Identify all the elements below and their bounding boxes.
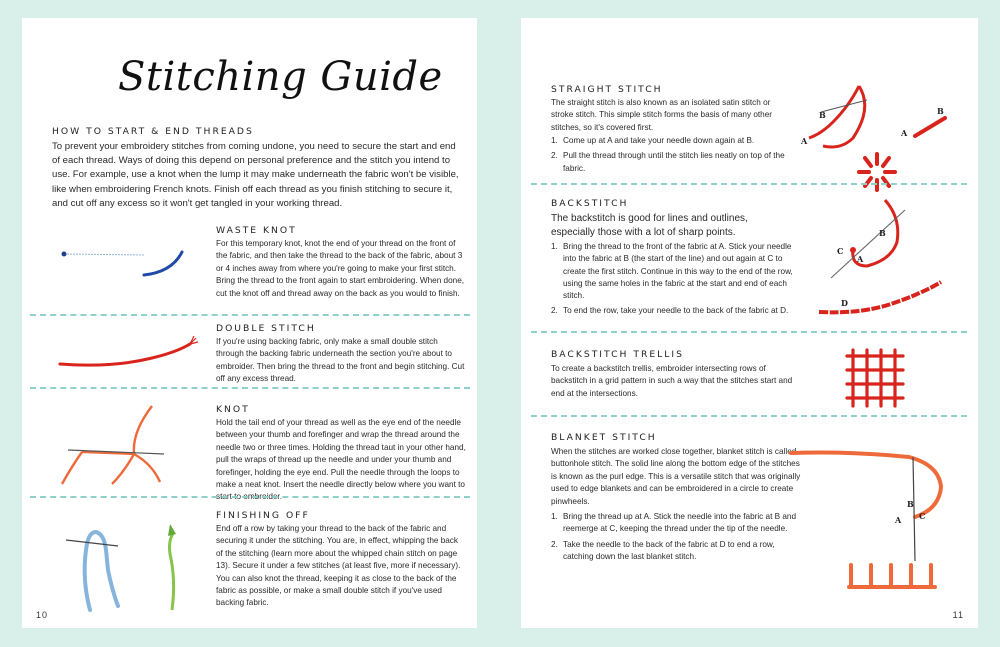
start-end-threads-text: To prevent your embroidery stitches from coming undone, you need to secure the start and end of each thread. Ways of doing this depend on personal preference and the stitch you intend to use. For example, use a knot when the lump it may make underneath the fabric won't be visible, like when embroidering French knots. Finish off each thread as you finish stitching to secure it, and cut off any excess so it won't get tangled in your working thread. bbox=[52, 141, 459, 209]
page-number: 11 bbox=[952, 610, 964, 620]
finishing-off-text: End off a row by taking your thread to the back of the fabric and securing it under the stitching. You are, in effect, whipping the back of the stitching (learn more about the whipped chain stitch on page 13). Secure it under a few stitches (at least five, more if necessary). You can also knot the thread, keeping it as close to the back of the fabric as possible, or make a small double stitch if you've used backing fabric. bbox=[216, 524, 461, 608]
divider bbox=[30, 314, 470, 316]
blanket-stitch-steps bbox=[551, 511, 801, 566]
blanket-stitch-illustration bbox=[789, 443, 969, 593]
backstitch-trellis-text: To create a backstitch trellis, embroider intersecting rows of backstitch in a grid pattern in such a way that the stitches start and end at the intersections. bbox=[551, 364, 793, 398]
svg-text:B: B bbox=[819, 110, 826, 120]
svg-text:B: B bbox=[879, 228, 886, 238]
double-stitch-text: If you're using backing fabric, only make a small double stitch through the backing fabric underneath the section you're about to embroider. Then bring the thread to the front and begin stitching. Cut off any excess thread. bbox=[216, 337, 465, 384]
svg-text:A: A bbox=[895, 515, 902, 525]
heading-start-end-threads: HOW TO START & END THREADS bbox=[52, 126, 254, 137]
svg-text:A: A bbox=[901, 128, 908, 138]
waste-knot-illustration bbox=[52, 244, 202, 294]
page-number: 10 bbox=[36, 610, 49, 620]
divider bbox=[30, 387, 470, 389]
heading-knot: KNOT bbox=[216, 404, 250, 415]
list-item: 1. Bring the thread to the front of the fabric at A. Stick your needle into the fabric at B (the start of the line) and out again at C to create the first stitch. Continue in this way to the end of the row, using the same holes in the fabric at the start and end of each stitch. bbox=[551, 242, 793, 301]
heading-straight-stitch: STRAIGHT STITCH bbox=[551, 84, 663, 95]
knot-illustration bbox=[52, 402, 202, 492]
straight-stitch-steps bbox=[551, 135, 791, 178]
svg-text:B: B bbox=[907, 499, 914, 509]
backstitch-steps bbox=[551, 241, 801, 321]
heading-backstitch: BACKSTITCH bbox=[551, 198, 629, 209]
backstitch-illustration bbox=[801, 194, 971, 324]
backstitch-text: The backstitch is good for lines and outlines, especially those with a lot of sharp points. bbox=[551, 213, 748, 238]
list-item: 1. Bring the thread up at A. Stick the needle into the fabric at B and reemerge at C, keeping the thread under the tip of the needle. bbox=[551, 512, 797, 534]
page-title: Stitching Guide bbox=[118, 54, 443, 100]
svg-text:A: A bbox=[801, 136, 808, 146]
divider bbox=[531, 415, 967, 417]
heading-blanket-stitch: BLANKET STITCH bbox=[551, 432, 657, 443]
list-item: 2. Take the needle to the back of the fabric at D to end a row, catching down the last blanket stitch. bbox=[551, 539, 775, 561]
straight-stitch-illustration bbox=[793, 74, 963, 184]
right-page bbox=[521, 18, 978, 628]
double-stitch-illustration bbox=[52, 330, 202, 380]
waste-knot-text: For this temporary knot, knot the end of your thread on the front of the fabric, and then take the thread to the back of the fabric, about 3 or 4 inches away from where you're going to make your first stitch. Bring the thread to the front again to start embroidering. When done, cut the knot off and thread away on the back as you would to finish. bbox=[216, 239, 465, 298]
list-item: 2. Pull the thread through until the stitch lies neatly on top of the fabric. bbox=[551, 151, 785, 173]
svg-text:C: C bbox=[919, 511, 926, 521]
divider bbox=[531, 331, 967, 333]
list-item: 1. Come up at A and take your needle down again at B. bbox=[551, 136, 755, 145]
svg-text:D: D bbox=[841, 298, 848, 308]
knot-text: Hold the tail end of your thread as well as the eye end of the needle between your thumb and forefinger and wrap the thread around the needle two or three times. Holding the thread taut in your other hand, pull the wraps of thread up the needle and under your thumb and forefinger, holding the eye end. Pull the needle through the loops to make a neat knot. Insert the needle directly below where you want to start to embroider. bbox=[216, 418, 466, 502]
svg-text:A: A bbox=[857, 254, 864, 264]
left-page bbox=[22, 18, 477, 628]
blanket-stitch-text: When the stitches are worked close together, blanket stitch is called buttonhole stitch. The solid line along the bottom edge of the stitches is known as the purl edge. This is a versatile stitch that was originally used to edge blankets and can be embroidered in a circle to create pinwheels. bbox=[551, 447, 801, 506]
heading-backstitch-trellis: BACKSTITCH TRELLIS bbox=[551, 349, 684, 360]
svg-text:B: B bbox=[937, 106, 944, 116]
svg-text:C: C bbox=[837, 246, 844, 256]
heading-finishing-off: FINISHING OFF bbox=[216, 510, 310, 521]
divider bbox=[30, 496, 470, 498]
divider bbox=[531, 183, 967, 185]
finishing-off-illustration bbox=[52, 510, 202, 620]
heading-waste-knot: WASTE KNOT bbox=[216, 225, 297, 236]
list-item: 2. To end the row, take your needle to the back of the fabric at D. bbox=[551, 306, 789, 316]
straight-stitch-text: The straight stitch is also known as an isolated satin stitch or stroke stitch. This simple stitch forms the basis of many other stitches, so it's covered first. bbox=[551, 98, 772, 132]
heading-double-stitch: DOUBLE STITCH bbox=[216, 323, 316, 334]
backstitch-trellis-illustration bbox=[845, 348, 915, 418]
